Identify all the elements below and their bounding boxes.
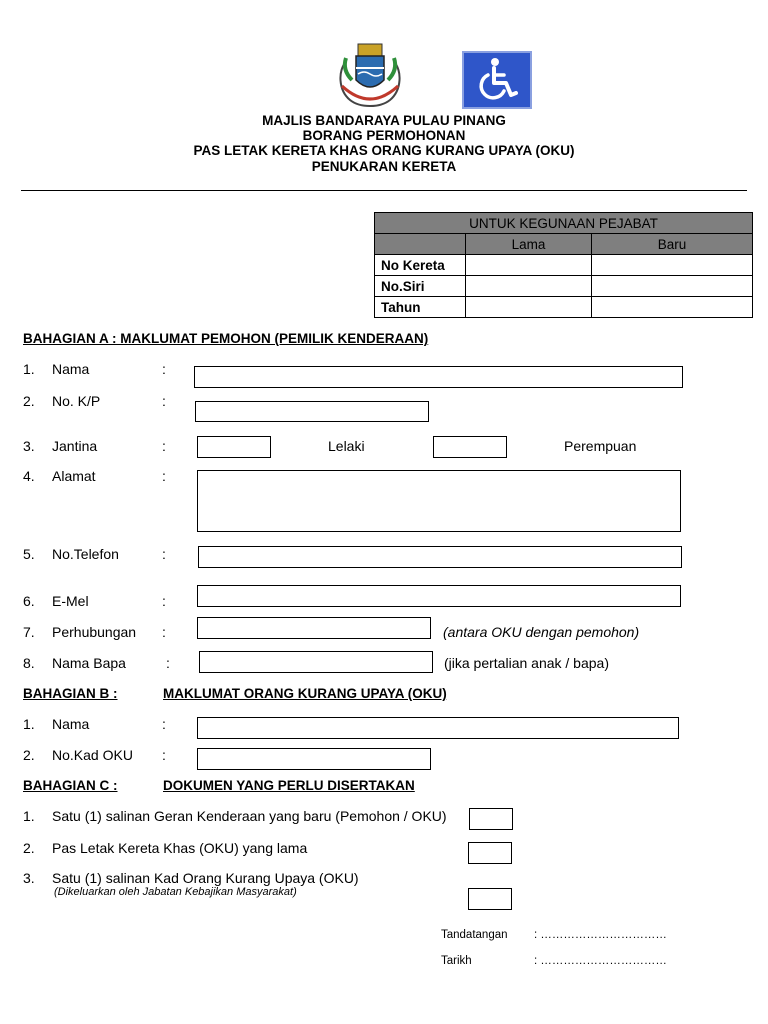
email-field[interactable] bbox=[197, 585, 681, 607]
document-item-label: Satu (1) salinan Kad Orang Kurang Upaya (OKU) bbox=[52, 870, 359, 886]
office-cell[interactable] bbox=[466, 297, 592, 318]
colon: : bbox=[162, 593, 166, 609]
oku-card-field[interactable] bbox=[197, 748, 431, 770]
colon: : bbox=[166, 655, 170, 671]
gender-male-label: Lelaki bbox=[328, 438, 365, 454]
field-label-father-name: Nama Bapa bbox=[52, 655, 126, 671]
field-label-oku-card: No.Kad OKU bbox=[52, 747, 133, 763]
item-number: 7. bbox=[23, 624, 35, 640]
field-label-oku-name: Nama bbox=[52, 716, 90, 732]
document-checkbox[interactable] bbox=[468, 842, 512, 864]
gender-male-checkbox[interactable] bbox=[197, 436, 271, 458]
address-field[interactable] bbox=[197, 470, 681, 532]
colon: : bbox=[162, 361, 166, 377]
applicant-name-field[interactable] bbox=[194, 366, 683, 388]
document-checkbox[interactable] bbox=[468, 888, 512, 910]
field-label-email: E-Mel bbox=[52, 593, 89, 609]
colon: : bbox=[162, 546, 166, 562]
document-item-label: Satu (1) salinan Geran Kenderaan yang baru (Pemohon / OKU) bbox=[52, 808, 447, 824]
item-number: 3. bbox=[23, 870, 35, 886]
office-table-blank-header bbox=[375, 234, 466, 255]
office-row-label: No Kereta bbox=[375, 255, 466, 276]
office-table-title: UNTUK KEGUNAAN PEJABAT bbox=[375, 213, 753, 234]
signature-label: Tandatangan bbox=[441, 929, 508, 941]
item-number: 2. bbox=[23, 393, 35, 409]
item-number: 1. bbox=[23, 808, 35, 824]
office-use-table bbox=[374, 212, 753, 318]
item-number: 6. bbox=[23, 593, 35, 609]
ic-number-field[interactable] bbox=[195, 401, 429, 422]
item-number: 3. bbox=[23, 438, 35, 454]
father-note: (jika pertalian anak / bapa) bbox=[444, 655, 609, 671]
wheelchair-icon bbox=[462, 51, 532, 109]
item-number: 2. bbox=[23, 840, 35, 856]
item-number: 5. bbox=[23, 546, 35, 562]
item-number: 1. bbox=[23, 716, 35, 732]
section-b-title: MAKLUMAT ORANG KURANG UPAYA (OKU) bbox=[163, 686, 447, 701]
colon: : bbox=[162, 747, 166, 763]
phone-field[interactable] bbox=[198, 546, 682, 568]
relationship-field[interactable] bbox=[197, 617, 431, 639]
item-number: 8. bbox=[23, 655, 35, 671]
date-line[interactable]: : …………………………… bbox=[534, 955, 667, 967]
office-cell[interactable] bbox=[466, 276, 592, 297]
office-row-label: Tahun bbox=[375, 297, 466, 318]
council-name: MAJLIS BANDARAYA PULAU PINANG bbox=[262, 113, 506, 128]
gender-female-label: Perempuan bbox=[564, 438, 637, 454]
city-council-crest bbox=[328, 40, 412, 112]
signature-line[interactable]: : …………………………… bbox=[534, 929, 667, 941]
item-number: 4. bbox=[23, 468, 35, 484]
office-cell[interactable] bbox=[592, 297, 753, 318]
colon: : bbox=[162, 716, 166, 732]
office-row-label: No.Siri bbox=[375, 276, 466, 297]
item-number: 1. bbox=[23, 361, 35, 377]
document-item-note: (Dikeluarkan oleh Jabatan Kebajikan Masyarakat) bbox=[54, 886, 297, 898]
father-name-field[interactable] bbox=[199, 651, 433, 673]
field-label-phone: No.Telefon bbox=[52, 546, 119, 562]
field-label-name: Nama bbox=[52, 361, 90, 377]
form-purpose: PENUKARAN KERETA bbox=[311, 159, 457, 174]
field-label-gender: Jantina bbox=[52, 438, 98, 454]
item-number: 2. bbox=[23, 747, 35, 763]
form-title: BORANG PERMOHONAN bbox=[302, 128, 466, 143]
oku-name-field[interactable] bbox=[197, 717, 679, 739]
field-label-address: Alamat bbox=[52, 468, 96, 484]
document-item-label: Pas Letak Kereta Khas (OKU) yang lama bbox=[52, 840, 308, 856]
colon: : bbox=[162, 393, 166, 409]
gender-female-checkbox[interactable] bbox=[433, 436, 507, 458]
office-cell[interactable] bbox=[592, 276, 753, 297]
relationship-note: (antara OKU dengan pemohon) bbox=[443, 624, 640, 640]
office-cell[interactable] bbox=[466, 255, 592, 276]
section-c-prefix: BAHAGIAN C : bbox=[23, 778, 118, 793]
document-checkbox[interactable] bbox=[469, 808, 513, 830]
field-label-relationship: Perhubungan bbox=[52, 624, 137, 640]
field-label-ic: No. K/P bbox=[52, 393, 101, 409]
section-a-title: BAHAGIAN A : MAKLUMAT PEMOHON (PEMILIK KENDERAAN) bbox=[23, 331, 429, 346]
office-cell[interactable] bbox=[592, 255, 753, 276]
office-col-old: Lama bbox=[466, 234, 592, 255]
section-c-title: DOKUMEN YANG PERLU DISERTAKAN bbox=[163, 778, 415, 793]
colon: : bbox=[162, 624, 166, 640]
date-label: Tarikh bbox=[441, 955, 472, 967]
header-divider bbox=[21, 190, 747, 191]
colon: : bbox=[162, 438, 166, 454]
form-subtitle: PAS LETAK KERETA KHAS ORANG KURANG UPAYA (OKU) bbox=[193, 143, 575, 158]
section-b-prefix: BAHAGIAN B : bbox=[23, 686, 118, 701]
office-col-new: Baru bbox=[592, 234, 753, 255]
colon: : bbox=[162, 468, 166, 484]
